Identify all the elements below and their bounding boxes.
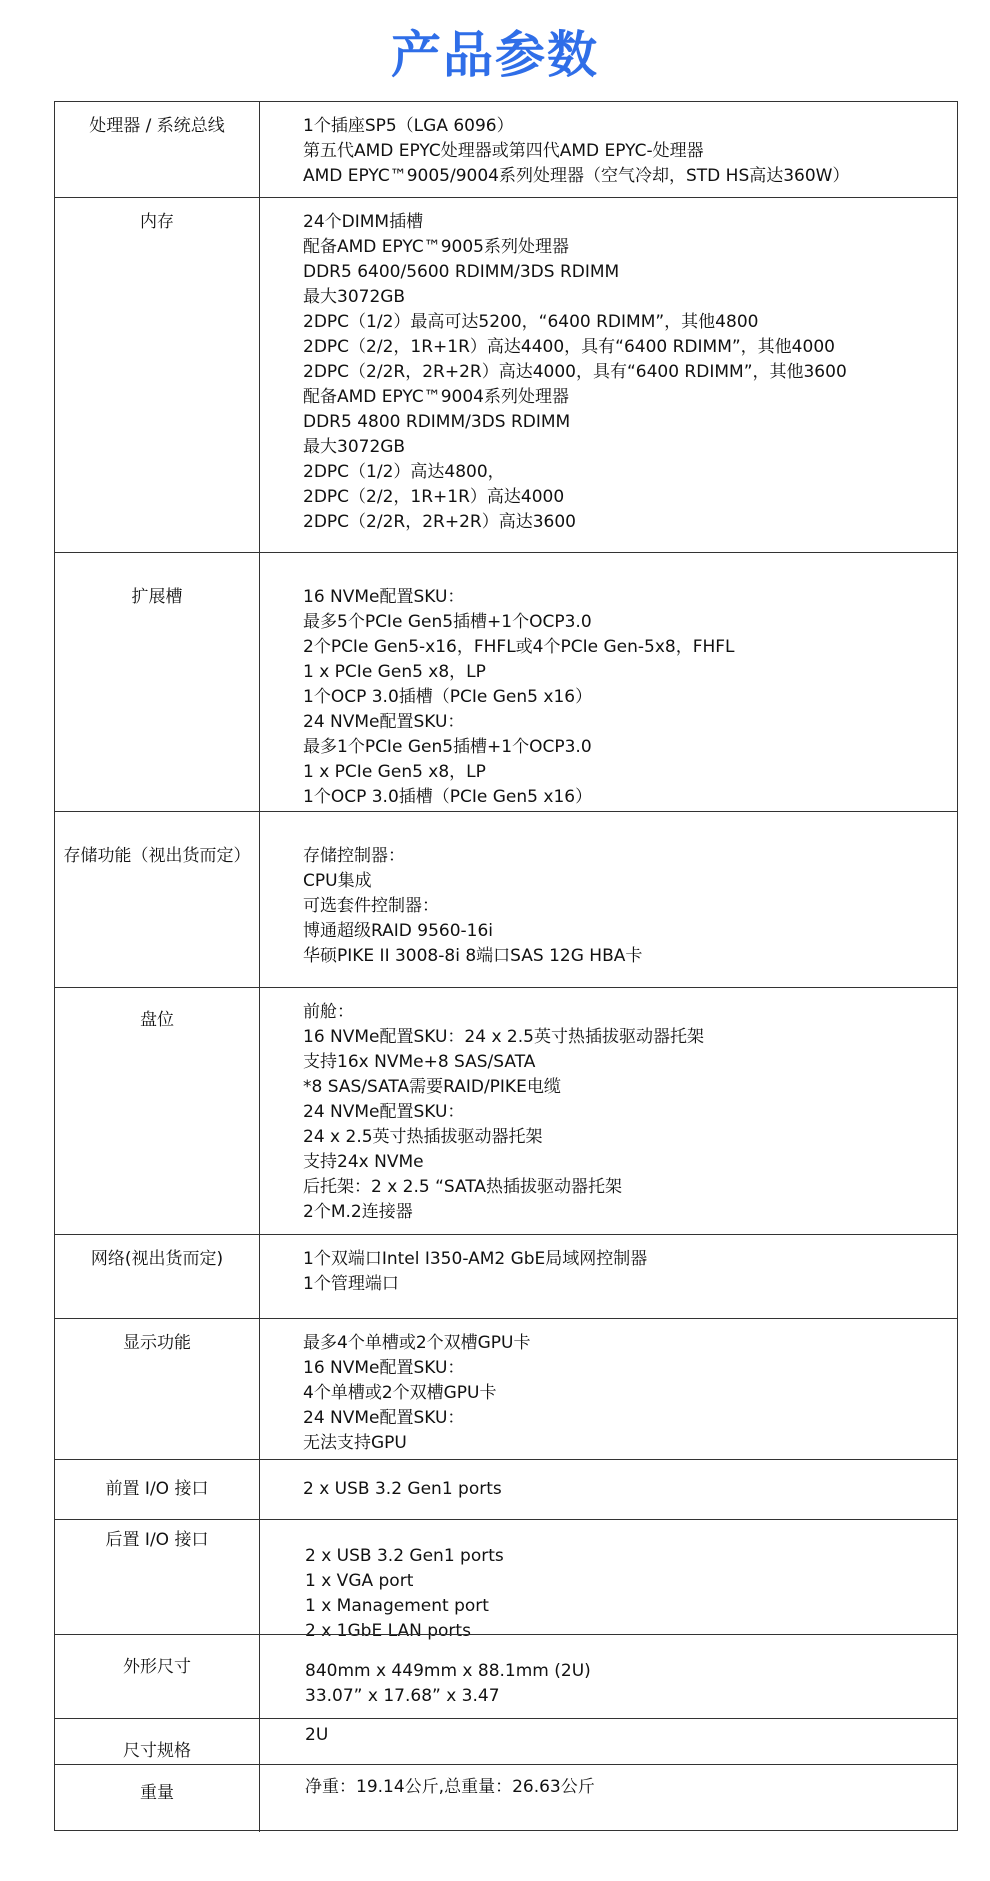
spec-value-line: 最多5个PCIe Gen5插槽+1个OCP3.0 xyxy=(303,612,592,632)
spec-label: 存储功能（视出货而定） xyxy=(63,846,251,866)
spec-value-line: 2DPC（1/2）最高可达5200，“6400 RDIMM”，其他4800 xyxy=(303,312,759,332)
column-divider xyxy=(259,553,260,812)
spec-label: 内存 xyxy=(140,212,174,232)
spec-value-line: 支持16x NVMe+8 SAS/SATA xyxy=(303,1052,536,1072)
spec-value-line: 支持24x NVMe xyxy=(303,1152,424,1172)
spec-value-line: 后托架：2 x 2.5 “SATA热插拔驱动器托架 xyxy=(303,1177,623,1197)
spec-value-line: 存储控制器： xyxy=(303,846,405,866)
spec-label: 尺寸规格 xyxy=(123,1741,191,1761)
spec-value-line: DDR5 6400/5600 RDIMM/3DS RDIMM xyxy=(303,262,620,282)
spec-row xyxy=(55,987,957,1234)
spec-row xyxy=(55,1519,957,1641)
spec-value xyxy=(303,114,943,189)
spec-row xyxy=(55,1634,957,1718)
spec-value-line: 可选套件控制器： xyxy=(303,896,439,916)
spec-value xyxy=(303,1331,943,1456)
spec-row xyxy=(55,811,957,987)
column-divider xyxy=(259,102,260,198)
spec-value xyxy=(305,1544,945,1644)
spec-value-line: 1个管理端口 xyxy=(303,1274,399,1294)
spec-value-line: 最大3072GB xyxy=(303,437,406,457)
spec-table xyxy=(54,101,958,1831)
spec-value-line: 最多1个PCIe Gen5插槽+1个OCP3.0 xyxy=(303,737,592,757)
spec-row xyxy=(55,552,957,811)
spec-value xyxy=(303,1000,943,1225)
spec-label: 外形尺寸 xyxy=(123,1657,191,1677)
spec-value-line: 1 x Management port xyxy=(305,1596,489,1616)
spec-value-line: 2DPC（1/2）高达4800， xyxy=(303,462,505,482)
column-divider xyxy=(259,1460,260,1520)
spec-value-line: 前舱： xyxy=(303,1002,354,1022)
spec-value-line: 2 x 1GbE LAN ports xyxy=(305,1621,471,1641)
column-divider xyxy=(259,1765,260,1832)
spec-value-line: 840mm x 449mm x 88.1mm (2U) xyxy=(305,1661,591,1681)
spec-value-line: 无法支持GPU xyxy=(303,1433,407,1453)
spec-label: 扩展槽 xyxy=(131,587,183,607)
column-divider xyxy=(259,1319,260,1460)
spec-row xyxy=(55,1318,957,1459)
spec-value-line: CPU集成 xyxy=(303,871,372,891)
spec-value-line: 16 NVMe配置SKU： xyxy=(303,587,465,607)
spec-value-line: 2DPC（2/2，1R+1R）高达4000 xyxy=(303,487,565,507)
spec-value-line: 1 x PCIe Gen5 x8，LP xyxy=(303,662,486,682)
spec-value-line: 净重：19.14公斤,总重量：26.63公斤 xyxy=(305,1777,595,1797)
spec-value-line: 最大3072GB xyxy=(303,287,406,307)
spec-value-line: 24 NVMe配置SKU： xyxy=(303,712,465,732)
spec-value xyxy=(305,1775,945,1800)
spec-value-line: DDR5 4800 RDIMM/3DS RDIMM xyxy=(303,412,571,432)
spec-row xyxy=(55,1234,957,1318)
spec-label: 盘位 xyxy=(140,1010,174,1030)
spec-value xyxy=(303,585,943,810)
spec-value-line: 33.07” x 17.68” x 3.47 xyxy=(305,1686,500,1706)
spec-value-line: 配备AMD EPYC™9005系列处理器 xyxy=(303,237,569,257)
spec-value xyxy=(303,1477,943,1502)
spec-value-line: 1个双端口Intel I350-AM2 GbE局域网控制器 xyxy=(303,1249,648,1269)
spec-row xyxy=(55,101,957,197)
spec-row xyxy=(55,197,957,552)
column-divider xyxy=(259,1635,260,1719)
spec-value-line: 4个单槽或2个双槽GPU卡 xyxy=(303,1383,497,1403)
spec-value-line: 24 NVMe配置SKU： xyxy=(303,1102,465,1122)
spec-value-line: 第五代AMD EPYC处理器或第四代AMD EPYC-处理器 xyxy=(303,141,704,161)
column-divider xyxy=(259,1520,260,1635)
column-divider xyxy=(259,988,260,1235)
spec-value-line: 2个PCIe Gen5-x16，FHFL或4个PCIe Gen-5x8，FHFL xyxy=(303,637,735,657)
spec-value xyxy=(303,210,943,535)
spec-label: 网络(视出货而定) xyxy=(90,1249,224,1269)
spec-value-line: 1 x VGA port xyxy=(305,1571,414,1591)
spec-value-line: 2DPC（2/2，1R+1R）高达4400，具有“6400 RDIMM”，其他4000 xyxy=(303,337,835,357)
spec-label: 后置 I/O 接口 xyxy=(105,1530,209,1550)
spec-value-line: 24 x 2.5英寸热插拔驱动器托架 xyxy=(303,1127,543,1147)
spec-value-line: AMD EPYC™9005/9004系列处理器（空气冷却，STD HS高达360W） xyxy=(303,166,850,186)
spec-value-line: 博通超级RAID 9560-16i xyxy=(303,921,494,941)
spec-value-line: 1个插座SP5（LGA 6096） xyxy=(303,116,514,136)
spec-label: 重量 xyxy=(140,1783,174,1803)
spec-value-line: 华硕PIKE II 3008-8i 8端口SAS 12G HBA卡 xyxy=(303,946,643,966)
spec-row xyxy=(55,1459,957,1519)
spec-value-line: 1 x PCIe Gen5 x8，LP xyxy=(303,762,486,782)
spec-value-line: 最多4个单槽或2个双槽GPU卡 xyxy=(303,1333,531,1353)
spec-value xyxy=(303,1247,943,1297)
spec-row xyxy=(55,1764,957,1831)
spec-value-line: 24 NVMe配置SKU： xyxy=(303,1408,465,1428)
spec-value-line: 2DPC（2/2R，2R+2R）高达4000，具有“6400 RDIMM”，其他3600 xyxy=(303,362,847,382)
page-title: 产品参数 xyxy=(391,26,599,84)
spec-label: 前置 I/O 接口 xyxy=(105,1479,209,1499)
spec-value xyxy=(305,1723,945,1748)
column-divider xyxy=(259,812,260,988)
spec-value-line: 2个M.2连接器 xyxy=(303,1202,413,1222)
column-divider xyxy=(259,1235,260,1319)
spec-label: 显示功能 xyxy=(123,1333,191,1353)
spec-value-line: 2DPC（2/2R，2R+2R）高达3600 xyxy=(303,512,576,532)
spec-value-line: 16 NVMe配置SKU：24 x 2.5英寸热插拔驱动器托架 xyxy=(303,1027,704,1047)
spec-value-line: 配备AMD EPYC™9004系列处理器 xyxy=(303,387,569,407)
column-divider xyxy=(259,198,260,553)
spec-value-line: 24个DIMM插槽 xyxy=(303,212,424,232)
spec-value-line: 2U xyxy=(305,1725,329,1745)
spec-value-line: 1个OCP 3.0插槽（PCIe Gen5 x16） xyxy=(303,687,593,707)
spec-label: 处理器 / 系统总线 xyxy=(89,116,225,136)
spec-value-line: *8 SAS/SATA需要RAID/PIKE电缆 xyxy=(303,1077,561,1097)
spec-value-line: 2 x USB 3.2 Gen1 ports xyxy=(305,1546,504,1566)
spec-value-line: 16 NVMe配置SKU： xyxy=(303,1358,465,1378)
column-divider xyxy=(259,1719,260,1765)
spec-row xyxy=(55,1718,957,1764)
spec-value-line: 2 x USB 3.2 Gen1 ports xyxy=(303,1479,502,1499)
spec-value xyxy=(305,1659,945,1709)
spec-value xyxy=(303,844,943,969)
spec-value-line: 1个OCP 3.0插槽（PCIe Gen5 x16） xyxy=(303,787,593,807)
